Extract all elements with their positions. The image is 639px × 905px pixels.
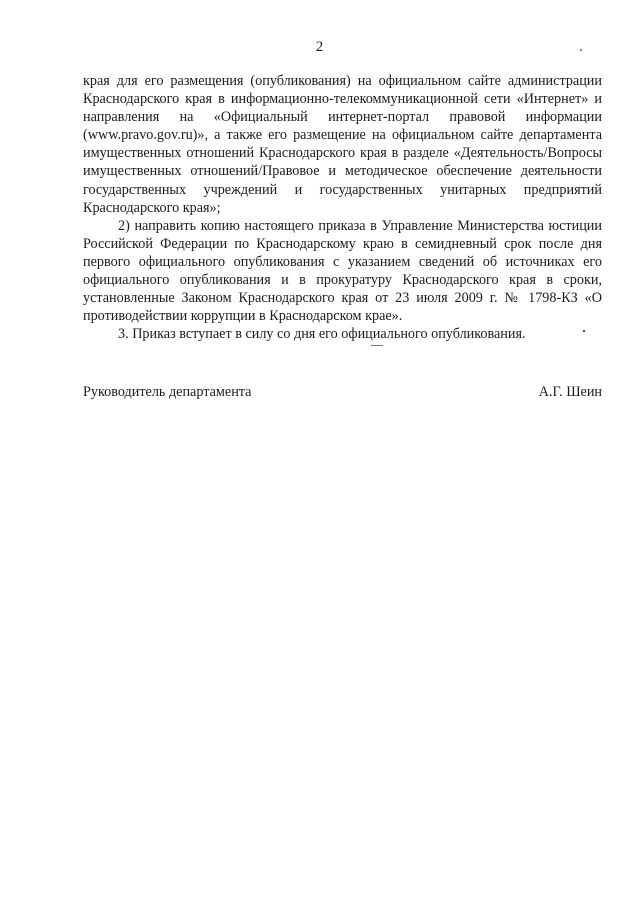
signatory-title: Руководитель департамента [83, 384, 252, 400]
document-body [83, 72, 602, 343]
scan-speck [580, 49, 582, 51]
paragraph-item-2: 2) направить копию настоящего приказа в Управление Министерства юстиции Российской Федерации по Краснодарскому краю в семидневный срок после дня первого официального опубликования с указанием сведений об источниках его официального опубликования и в прокуратуру Краснодарского края в сроки, установленные Законом Краснодарского края от 23 июля 2009 г. № 1798-КЗ «О противодействии коррупции в Краснодарском крае». [83, 217, 602, 325]
paragraph-item-3: 3. Приказ вступает в силу со дня его официального опубликования. [118, 326, 526, 343]
scan-speck [371, 345, 383, 346]
scan-speck [583, 330, 585, 332]
signature-block [83, 383, 602, 403]
page-number: 2 [315, 39, 324, 55]
paragraph-continuation: края для его размещения (опубликования) на официальном сайте администрации Краснодарского края в информационно-телекоммуникационной сети «Интернет» и направления на «Официальный интернет-портал правовой информации (www.pravo.gov.ru)», а также его размещение на официальном сайте департамента имущественных отношений Краснодарского края в разделе «Деятельность/Вопросы имущественных отношений/Правовое и методическое обеспечение деятельности государственных учреждений и государственных унитарных предприятий Краснодарского края»; [83, 73, 602, 216]
signatory-name: А.Г. Шеин [538, 384, 602, 400]
